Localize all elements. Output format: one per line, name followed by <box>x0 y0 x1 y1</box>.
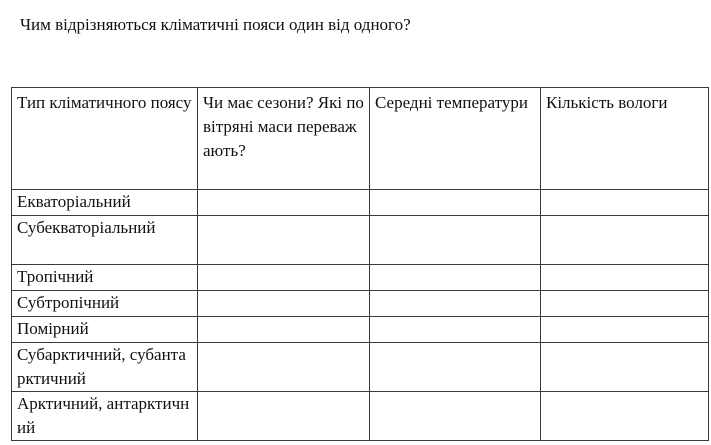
answer-cell[interactable] <box>370 343 541 392</box>
answer-cell[interactable] <box>198 291 370 317</box>
header-seasons-air-masses: Чи має сезони? Які повітряні маси переважають? <box>198 88 370 190</box>
answer-cell[interactable] <box>541 343 709 392</box>
answer-cell[interactable] <box>198 392 370 441</box>
answer-cell[interactable] <box>198 216 370 265</box>
question-title: Чим відрізняються кліматичні пояси один від одного? <box>20 15 411 34</box>
climate-belts-table <box>11 87 709 441</box>
table-row <box>12 291 709 317</box>
answer-cell[interactable] <box>198 317 370 343</box>
answer-cell[interactable] <box>541 392 709 441</box>
answer-cell[interactable] <box>541 190 709 216</box>
answer-cell[interactable] <box>198 343 370 392</box>
table-row <box>12 317 709 343</box>
table-row <box>12 190 709 216</box>
answer-cell[interactable] <box>198 265 370 291</box>
table-row <box>12 392 709 441</box>
table-header-row <box>12 88 709 190</box>
belt-name-cell: Тропічний <box>12 265 198 291</box>
header-average-temperatures: Середні температури <box>370 88 541 190</box>
table-row <box>12 265 709 291</box>
table-row <box>12 343 709 392</box>
answer-cell[interactable] <box>198 190 370 216</box>
answer-cell[interactable] <box>370 216 541 265</box>
answer-cell[interactable] <box>370 392 541 441</box>
answer-cell[interactable] <box>541 317 709 343</box>
answer-cell[interactable] <box>541 265 709 291</box>
answer-cell[interactable] <box>370 317 541 343</box>
header-belt-type: Тип кліматичного поясу <box>12 88 198 190</box>
belt-name-cell: Помірний <box>12 317 198 343</box>
answer-cell[interactable] <box>370 291 541 317</box>
header-moisture-amount: Кількість вологи <box>541 88 709 190</box>
belt-name-cell: Екваторіальний <box>12 190 198 216</box>
table-row <box>12 216 709 265</box>
belt-name-cell: Арктичний, антарктичний <box>12 392 198 441</box>
answer-cell[interactable] <box>370 265 541 291</box>
belt-name-cell: Субтропічний <box>12 291 198 317</box>
belt-name-cell: Субарктичний, субантарктичний <box>12 343 198 392</box>
answer-cell[interactable] <box>541 291 709 317</box>
belt-name-cell: Субекваторіальний <box>12 216 198 265</box>
answer-cell[interactable] <box>370 190 541 216</box>
answer-cell[interactable] <box>541 216 709 265</box>
